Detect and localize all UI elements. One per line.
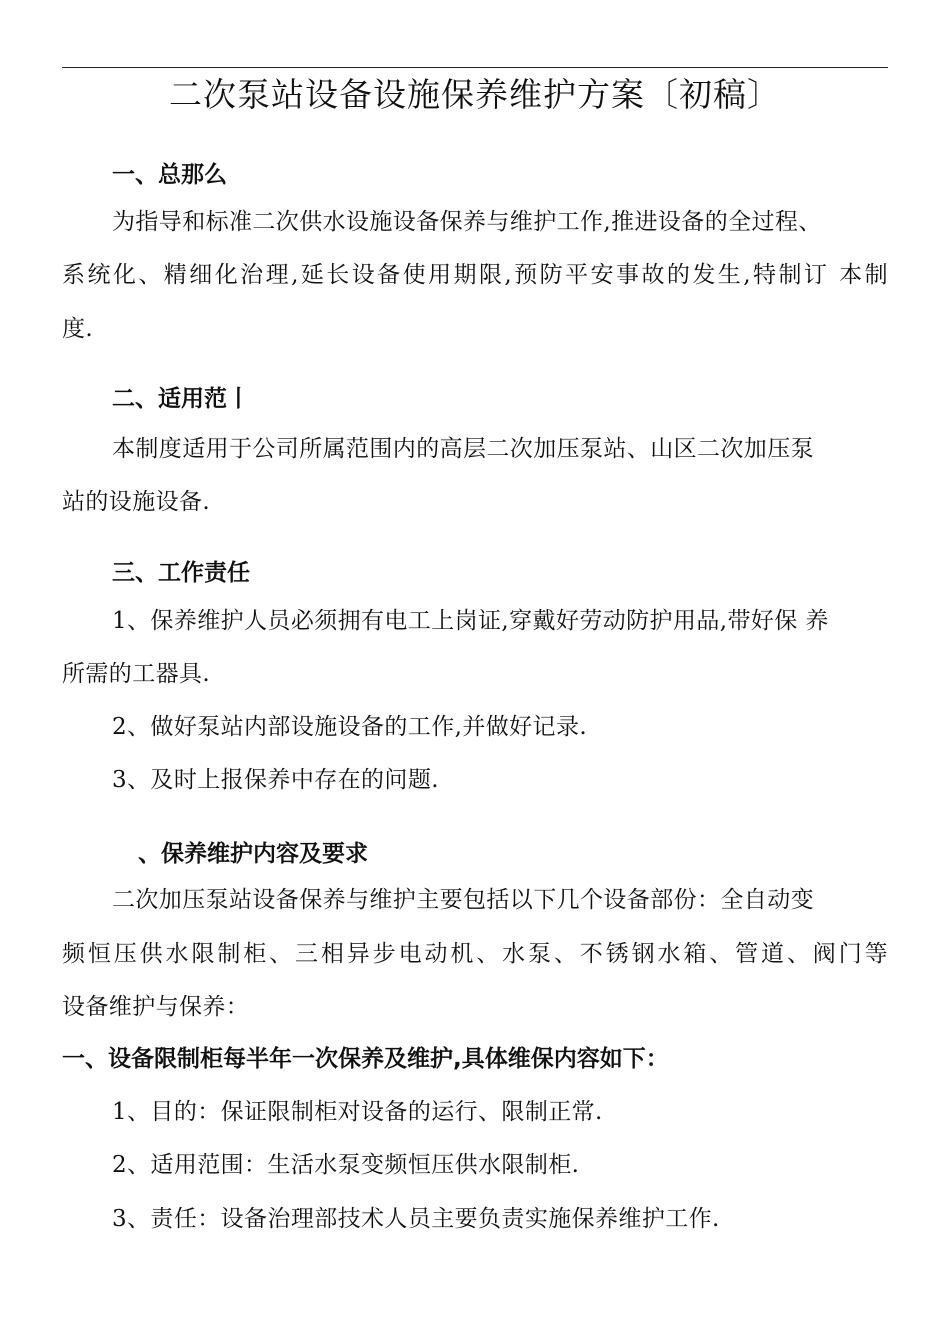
section-heading-cabinet: 一、设备限制柜每半年一次保养及维护,具体维保内容如下： <box>62 1046 669 1072</box>
section-heading-content: 、保养维护内容及要求 <box>138 841 368 867</box>
paragraph-line: 所需的工器具. <box>62 661 211 687</box>
paragraph-line: 二次加压泵站设备保养与维护主要包括以下几个设备部份：全自动变 <box>112 887 814 913</box>
paragraph-line: 度. <box>62 316 94 342</box>
paragraph-line: 1、保养维护人员必须拥有电工上岗证,穿戴好劳动防护用品,带好保 养 <box>112 608 829 634</box>
section-heading-scope: 二、适用范丨 <box>112 386 250 412</box>
paragraph-line: 2、适用范围：生活水泵变频恒压供水限制柜. <box>112 1152 580 1178</box>
paragraph-line: 2、做好泵站内部设施设备的工作,并做好记录. <box>112 714 588 740</box>
paragraph-line: 本制度适用于公司所属范围内的高层二次加压泵站、山区二次加压泵 <box>112 436 814 462</box>
paragraph-line: 3、及时上报保养中存在的问题. <box>112 767 439 793</box>
section-heading-duty: 三、工作责任 <box>112 560 250 586</box>
paragraph-line: 1、目的：保证限制柜对设备的运行、限制正常. <box>112 1099 603 1125</box>
paragraph-line: 站的设施设备. <box>62 489 211 515</box>
section-heading-general: 一、总那么 <box>112 162 227 188</box>
document-title: 二次泵站设备设施保养维护方案〔初稿〕 <box>169 75 781 114</box>
paragraph-line: 3、责任：设备治理部技术人员主要负责实施保养维护工作. <box>112 1206 720 1232</box>
paragraph-line: 频恒压供水限制柜、三相异步电动机、水泵、不锈钢水箱、管道、阀门等 <box>62 941 888 967</box>
paragraph-line: 系统化、精细化治理,延长设备使用期限,预防平安事故的发生,特制订 本制 <box>62 262 888 288</box>
top-divider <box>62 67 888 68</box>
paragraph-line: 为指导和标准二次供水设施设备保养与维护工作,推进设备的全过程、 <box>112 209 822 235</box>
paragraph-line: 设备维护与保养： <box>62 994 250 1020</box>
